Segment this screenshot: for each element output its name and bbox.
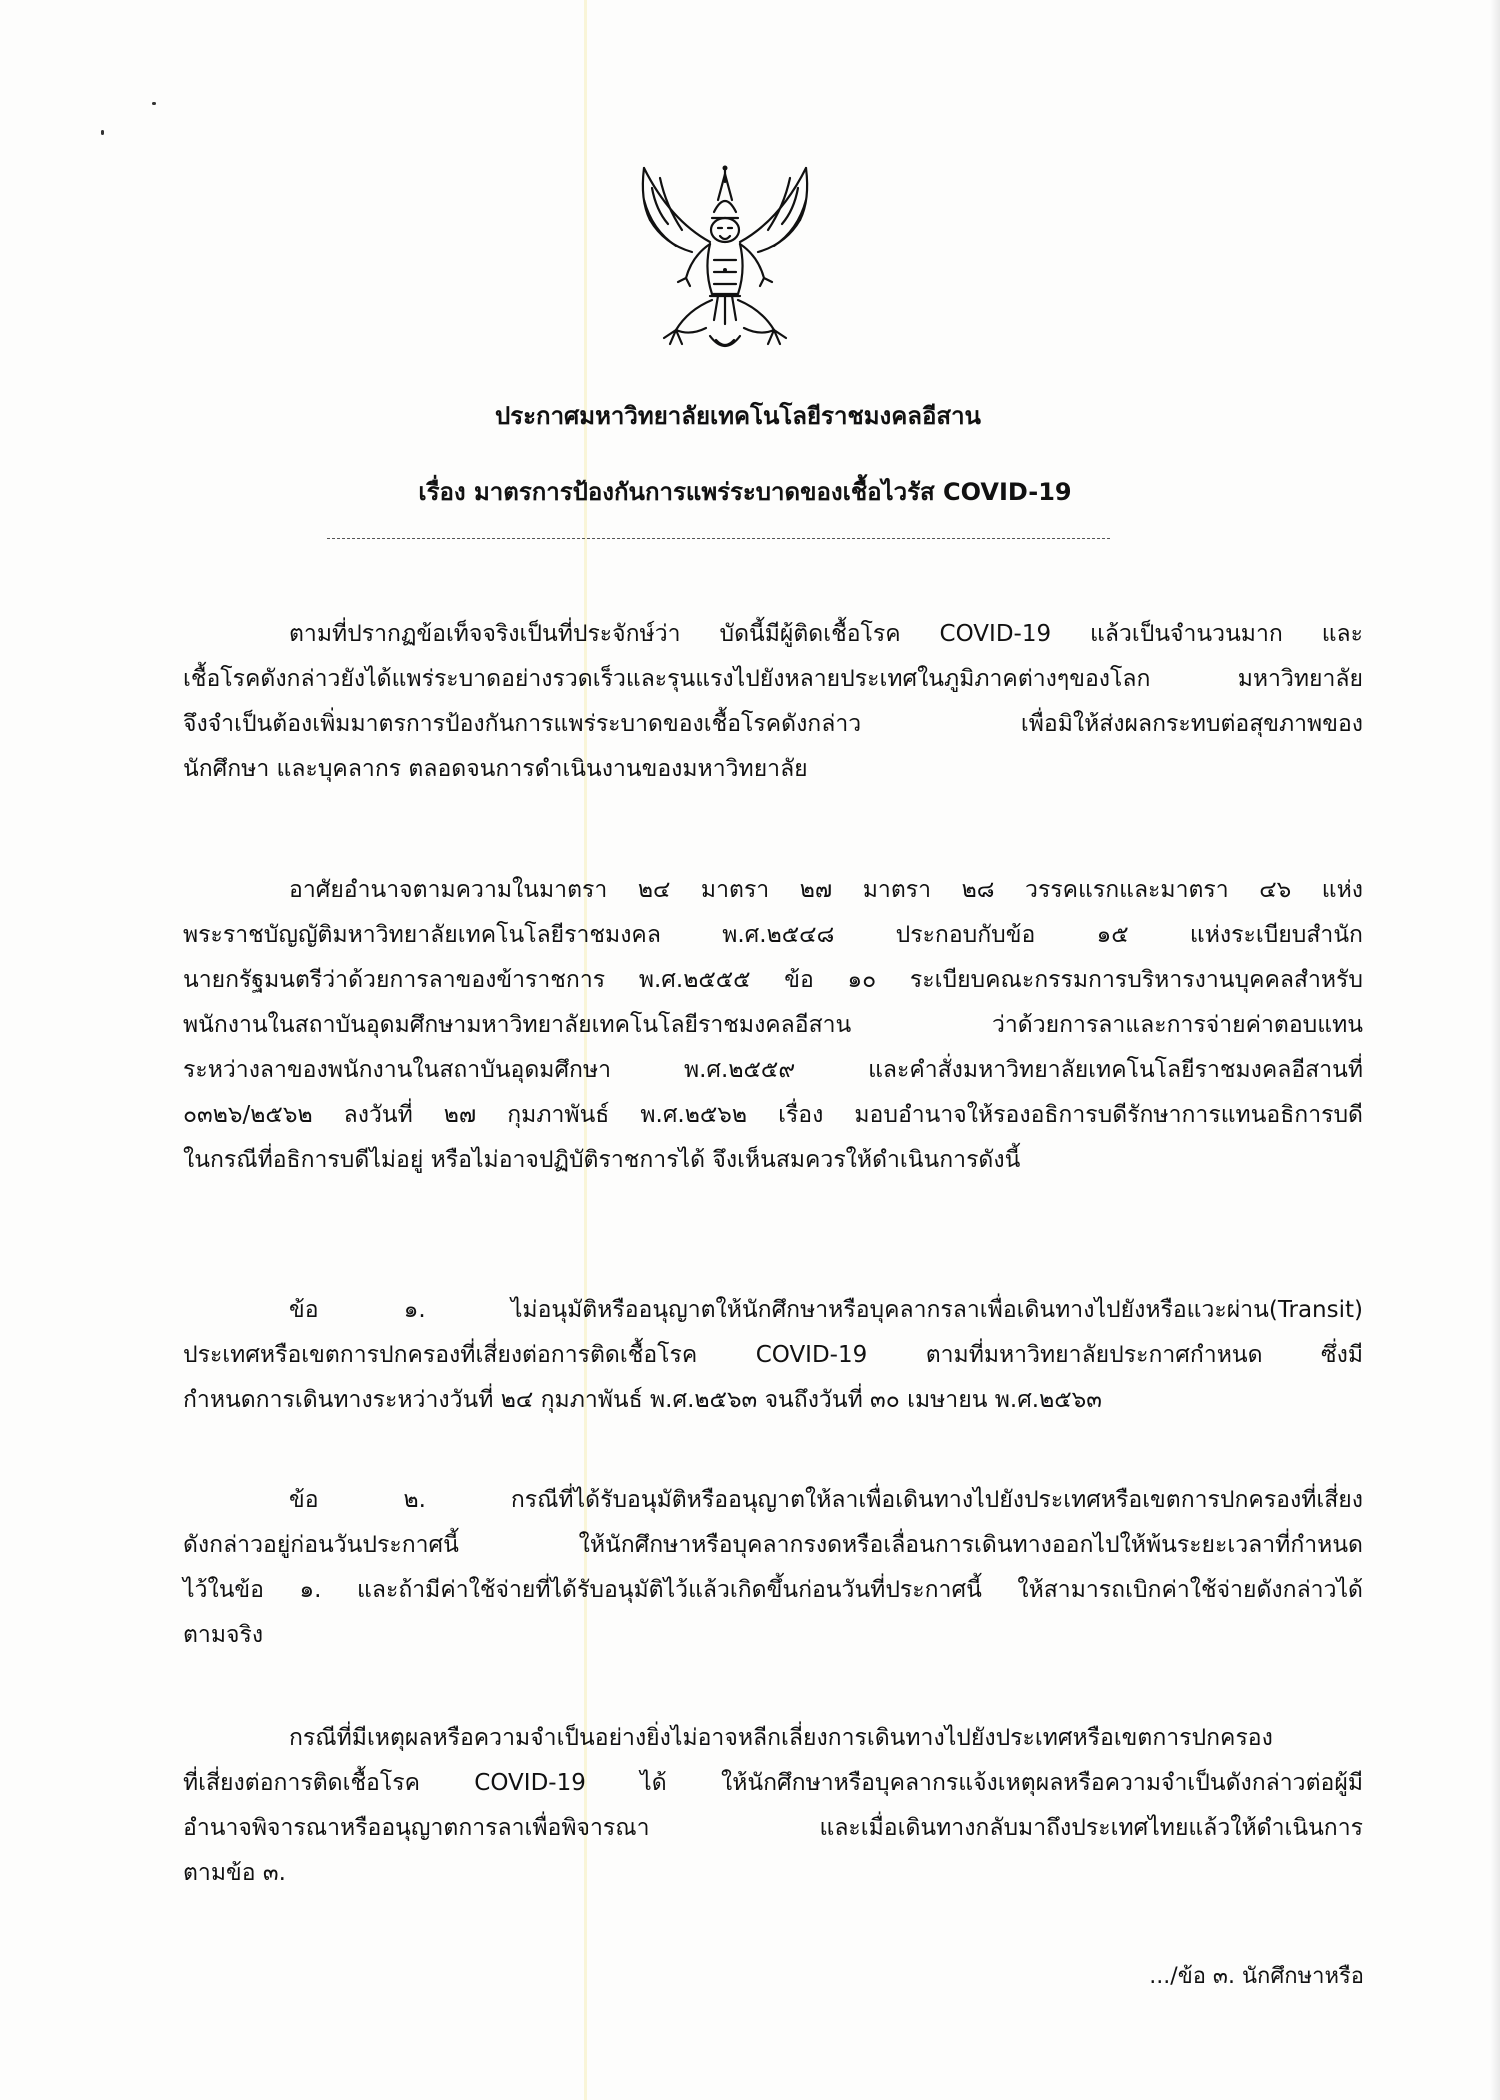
paragraph-line: พระราชบัญญัติมหาวิทยาลัยเทคโนโลยีราชมงคล พ.ศ.๒๕๔๘ ประกอบกับข้อ ๑๕ แห่งระเบียบสำนัก xyxy=(183,922,1363,948)
paragraph-line: ข้อ ๒. กรณีที่ได้รับอนุมัติหรืออนุญาตให้ลาเพื่อเดินทางไปยังประเทศหรือเขตการปกครองที่เสี่ยง xyxy=(289,1487,1363,1513)
paragraph-line: ตามที่ปรากฏข้อเท็จจริงเป็นที่ประจักษ์ว่า บัดนี้มีผู้ติดเชื้อโรค COVID-19 แล้วเป็นจำนวนมาก และ xyxy=(289,621,1363,647)
paragraph-line: จึงจำเป็นต้องเพิ่มมาตรการป้องกันการแพร่ระบาดของเชื้อโรคดังกล่าว เพื่อมิให้ส่งผลกระทบต่อสุขภาพของ xyxy=(183,711,1363,737)
clause-1 xyxy=(183,1288,1363,1423)
paragraph-line: ตามจริง xyxy=(183,1622,264,1648)
paragraph-line: ระหว่างลาของพนักงานในสถาบันอุดมศึกษา พ.ศ.๒๕๕๙ และคำสั่งมหาวิทยาลัยเทคโนโลยีราชมงคลอีสานที่ xyxy=(183,1057,1363,1083)
announcement-title: ประกาศมหาวิทยาลัยเทคโนโลยีราชมงคลอีสาน xyxy=(495,402,981,430)
title-divider xyxy=(327,538,1110,539)
paragraph-line: อาศัยอำนาจตามความในมาตรา ๒๔ มาตรา ๒๗ มาตรา ๒๘ วรรคแรกและมาตรา ๔๖ แห่ง xyxy=(289,877,1363,903)
scan-speck xyxy=(101,130,104,135)
paragraph-line: พนักงานในสถาบันอุดมศึกษามหาวิทยาลัยเทคโนโลยีราชมงคลอีสาน ว่าด้วยการลาและการจ่ายค่าตอบแทน xyxy=(183,1012,1363,1038)
paragraph-line: ตามข้อ ๓. xyxy=(183,1860,286,1886)
scan-edge-shadow xyxy=(1490,0,1500,2100)
paragraph-line: ๐๓๒๖/๒๕๖๒ ลงวันที่ ๒๗ กุมภาพันธ์ พ.ศ.๒๕๖๒ เรื่อง มอบอำนาจให้รองอธิการบดีรักษาการแทนอธิการบดี xyxy=(183,1102,1363,1128)
paragraph-line: กำหนดการเดินทางระหว่างวันที่ ๒๔ กุมภาพันธ์ พ.ศ.๒๕๖๓ จนถึงวันที่ ๓๐ เมษายน พ.ศ.๒๕๖๓ xyxy=(183,1387,1103,1413)
paragraph-line: ข้อ ๑. ไม่อนุมัติหรืออนุญาตให้นักศึกษาหรือบุคลากรลาเพื่อเดินทางไปยังหรือแวะผ่าน(Transit) xyxy=(289,1297,1363,1323)
paragraph-line: นักศึกษา และบุคลากร ตลอดจนการดำเนินงานของมหาวิทยาลัย xyxy=(183,756,808,782)
paragraph-line: ที่เสี่ยงต่อการติดเชื้อโรค COVID-19 ได้ ให้นักศึกษาหรือบุคลากรแจ้งเหตุผลหรือความจำเป็นดังกล่าวต่อผู้มี xyxy=(183,1770,1363,1796)
paragraph-line: ในกรณีที่อธิการบดีไม่อยู่ หรือไม่อาจปฏิบัติราชการได้ จึงเห็นสมควรให้ดำเนินการดังนี้ xyxy=(183,1147,1021,1173)
scan-speck xyxy=(152,102,156,105)
paragraph-line: อำนาจพิจารณาหรืออนุญาตการลาเพื่อพิจารณา และเมื่อเดินทางกลับมาถึงประเทศไทยแล้วให้ดำเนินการ xyxy=(183,1815,1363,1841)
paragraph-preamble xyxy=(183,612,1363,792)
paragraph-line: ประเทศหรือเขตการปกครองที่เสี่ยงต่อการติดเชื้อโรค COVID-19 ตามที่มหาวิทยาลัยประกาศกำหนด ซึ่งมี xyxy=(183,1342,1363,1368)
clause-2-exception xyxy=(183,1716,1363,1896)
paragraph-line: กรณีที่มีเหตุผลหรือความจำเป็นอย่างยิ่งไม่อาจหลีกเลี่ยงการเดินทางไปยังประเทศหรือเขตการปกครอง xyxy=(289,1725,1273,1751)
continuation-reference: .../ข้อ ๓. นักศึกษาหรือ xyxy=(1149,1964,1364,1989)
announcement-subject: เรื่อง มาตรการป้องกันการแพร่ระบาดของเชื้อไวรัส COVID-19 xyxy=(418,478,1072,506)
paragraph-line: ไว้ในข้อ ๑. และถ้ามีค่าใช้จ่ายที่ได้รับอนุมัติไว้แล้วเกิดขึ้นก่อนวันที่ประกาศนี้ ให้สามารถเบิกค่าใช้จ่ายดังกล่าวได้ xyxy=(183,1577,1363,1603)
paragraph-line: ดังกล่าวอยู่ก่อนวันประกาศนี้ ให้นักศึกษาหรือบุคลากรงดหรือเลื่อนการเดินทางออกไปให้พ้นระยะเวลาที่กำหนด xyxy=(183,1532,1363,1558)
paragraph-line: นายกรัฐมนตรีว่าด้วยการลาของข้าราชการ พ.ศ.๒๕๕๕ ข้อ ๑๐ ระเบียบคณะกรรมการบริหารงานบุคคลสำหรับ xyxy=(183,967,1363,993)
paragraph-authority xyxy=(183,868,1363,1183)
clause-2 xyxy=(183,1478,1363,1658)
paragraph-line: เชื้อโรคดังกล่าวยังได้แพร่ระบาดอย่างรวดเร็วและรุนแรงไปยังหลายประเทศในภูมิภาคต่างๆของโลก มหาวิทยาลัย xyxy=(183,666,1363,692)
garuda-emblem-icon xyxy=(630,160,820,356)
